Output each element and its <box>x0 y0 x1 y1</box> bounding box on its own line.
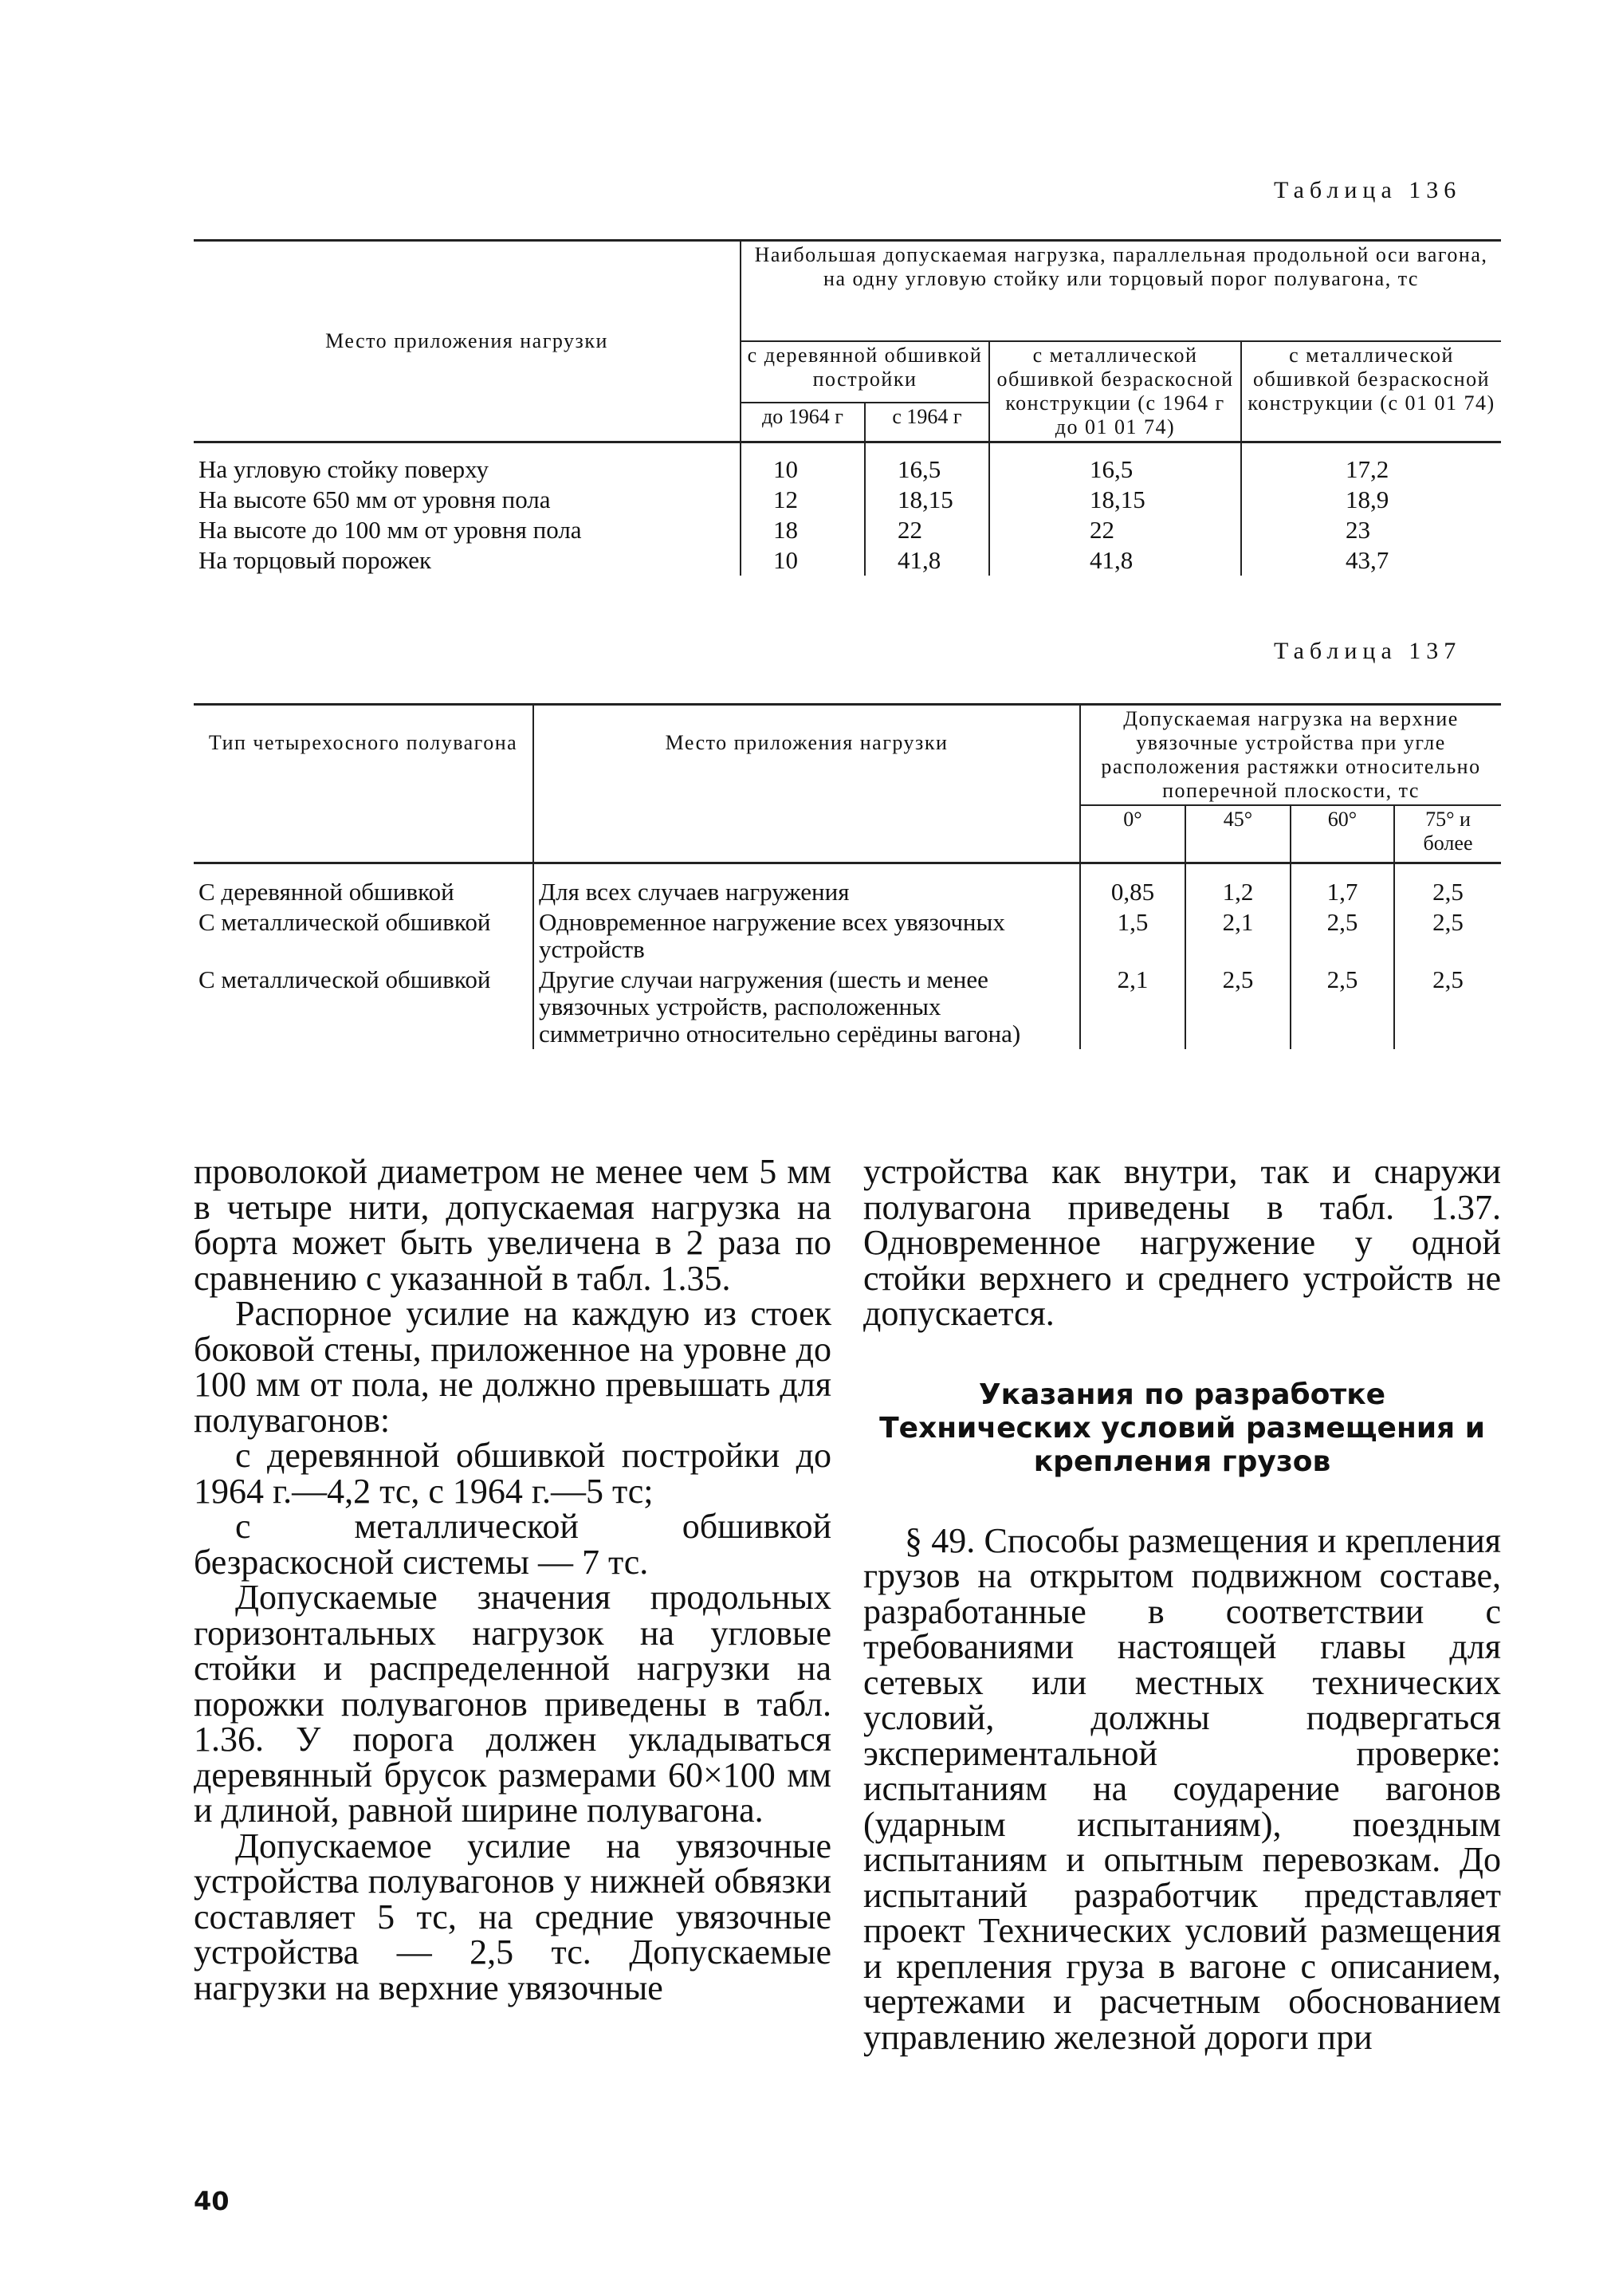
t137-cell: 2,1 <box>1185 907 1291 965</box>
t137-cell: 1,5 <box>1080 907 1185 965</box>
t137-header-load: Допускаемая нагрузка на верхние увязочные устройства при угле расположения растяжки относительно поперечной плоскости, тс <box>1080 705 1501 806</box>
t137-cell: 2,5 <box>1394 907 1501 965</box>
t137-cell: 2,1 <box>1080 965 1185 1049</box>
section-heading: Указания по разработке Технических условий размещения и крепления грузов <box>879 1378 1485 1478</box>
table-137-caption: Таблица 137 <box>1274 638 1462 664</box>
t137-place: Другие случаи нагружения (шесть и менее увязочных устройств, расположенных симметрично относительно серёдины вагона) <box>533 965 1080 1049</box>
t136-cell: 16,5 <box>989 442 1241 486</box>
t136-cell: 22 <box>989 515 1241 545</box>
paragraph: Распорное усилие на каждую из стоек боковой стены, приложенное на уровне до 100 мм от пола, не должно превышать для полувагонов: <box>194 1294 831 1440</box>
table-row <box>194 965 1501 1049</box>
paragraph: Допускаемые значения продольных горизонтальных нагрузок на угловые стойки и распределенной нагрузки на порожки полувагонов приведены в табл. 1.36. У порога должен укладываться деревянный брусок размерами 60×100 мм и длиной, равной ширине полувагона. <box>194 1578 831 1830</box>
t137-type: С металлической обшивкой <box>198 908 491 936</box>
left-column <box>194 1154 831 2006</box>
t136-cell: 10 <box>741 442 865 486</box>
paragraph: проволокой диаметром не менее чем 5 мм в четыре нити, допускаемая нагрузка на борта может быть увеличена в 2 раза по сравнению с указанной в табл. 1.35. <box>194 1152 831 1298</box>
t136-header-metal2: с металлической обшивкой безраскосной конструкции (с 01 01 74) <box>1241 341 1501 442</box>
t137-angle: 60° <box>1291 805 1394 863</box>
t137-angle: 45° <box>1185 805 1291 863</box>
table-row <box>194 442 1501 486</box>
right-column <box>863 1154 1501 2055</box>
t136-cell: 12 <box>741 485 865 515</box>
t137-cell: 2,5 <box>1291 965 1394 1049</box>
t136-place: На высоте 650 мм от уровня пола <box>198 486 551 513</box>
t137-cell: 1,2 <box>1185 863 1291 908</box>
t136-cell: 43,7 <box>1241 545 1501 576</box>
t136-cell: 18,15 <box>865 485 989 515</box>
paragraph: с деревянной обшивкой постройки до 1964 г.—4,2 тс, с 1964 г.—5 тс; <box>194 1436 831 1511</box>
t136-cell: 18 <box>741 515 865 545</box>
t136-header-from1964: с 1964 г <box>865 403 989 442</box>
t136-cell: 18,9 <box>1241 485 1501 515</box>
table-row <box>194 545 1501 576</box>
t136-cell: 10 <box>741 545 865 576</box>
table-136-caption: Таблица 136 <box>1274 177 1462 203</box>
t137-cell: 2,5 <box>1394 863 1501 908</box>
t137-cell: 1,7 <box>1291 863 1394 908</box>
t137-header-place: Место приложения нагрузки <box>533 705 1080 863</box>
paragraph: Допускаемое усилие на увязочные устройства полувагонов у нижней обвязки составляет 5 тс, на средние увязочные устройства — 2,5 тс. Допускаемые нагрузки на верхние увязочные <box>194 1826 831 2007</box>
t137-place: Одновременное нагружение всех увязочных устройств <box>533 907 1080 965</box>
t136-header-metal1: с металлической обшивкой безраскосной конструкции (с 1964 г до 01 01 74) <box>989 341 1241 442</box>
t137-type: С металлической обшивкой <box>198 965 491 993</box>
t137-cell: 2,5 <box>1291 907 1394 965</box>
t137-header-type: Тип четырехосного полувагона <box>194 705 533 863</box>
paragraph: § 49. Способы размещения и крепления грузов на открытом подвижном составе, разработанные в соответствии с требованиями настоящей главы для сетевых или местных технических условий, должны подвергаться экспериментальной проверке: испытаниям на соударение вагонов (ударным испытаниям), поездным испытаниям и опытным перевозкам. До испытаний разработчик представляет проект Технических условий размещения и крепления груза в вагоне с описанием, чертежами и расчетным обоснованием управлению железной дороги при <box>863 1520 1501 2057</box>
t137-angle: 75° и более <box>1394 805 1501 863</box>
page-number: 40 <box>194 2186 230 2216</box>
paragraph: устройства как внутри, так и снаружи полувагона приведены в табл. 1.37. Одновременное нагружение у одной стойки верхнего и среднего устройств не допускается. <box>863 1152 1501 1333</box>
t136-cell: 23 <box>1241 515 1501 545</box>
t137-cell: 2,5 <box>1394 965 1501 1049</box>
table-137 <box>194 703 1501 1049</box>
t136-place: На высоте до 100 мм от уровня пола <box>198 516 582 544</box>
t136-header-wood: с деревянной обшивкой постройки <box>741 341 989 403</box>
t137-place: Для всех случаев нагружения <box>533 863 1080 908</box>
table-row <box>194 863 1501 908</box>
t137-cell: 2,5 <box>1185 965 1291 1049</box>
t136-cell: 41,8 <box>865 545 989 576</box>
t136-place: На угловую стойку поверху <box>198 455 489 483</box>
table-row <box>194 515 1501 545</box>
t136-cell: 17,2 <box>1241 442 1501 486</box>
t136-header-max-load: Наибольшая допускаемая нагрузка, параллельная продольной оси вагона, на одну угловую стойку или торцовый порог полувагона, тс <box>741 241 1501 342</box>
t136-place: На торцовый порожек <box>198 546 432 574</box>
table-row <box>194 907 1501 965</box>
t136-cell: 16,5 <box>865 442 989 486</box>
t136-header-before1964: до 1964 г <box>741 403 865 442</box>
t136-header-place: Место приложения нагрузки <box>194 241 741 442</box>
t136-cell: 41,8 <box>989 545 1241 576</box>
paragraph: с металлической обшивкой безраскосной системы — 7 тс. <box>194 1507 831 1582</box>
table-row <box>194 485 1501 515</box>
t137-type: С деревянной обшивкой <box>198 878 454 906</box>
t137-cell: 0,85 <box>1080 863 1185 908</box>
t136-cell: 18,15 <box>989 485 1241 515</box>
t136-cell: 22 <box>865 515 989 545</box>
t137-angle: 0° <box>1080 805 1185 863</box>
table-136 <box>194 239 1501 576</box>
